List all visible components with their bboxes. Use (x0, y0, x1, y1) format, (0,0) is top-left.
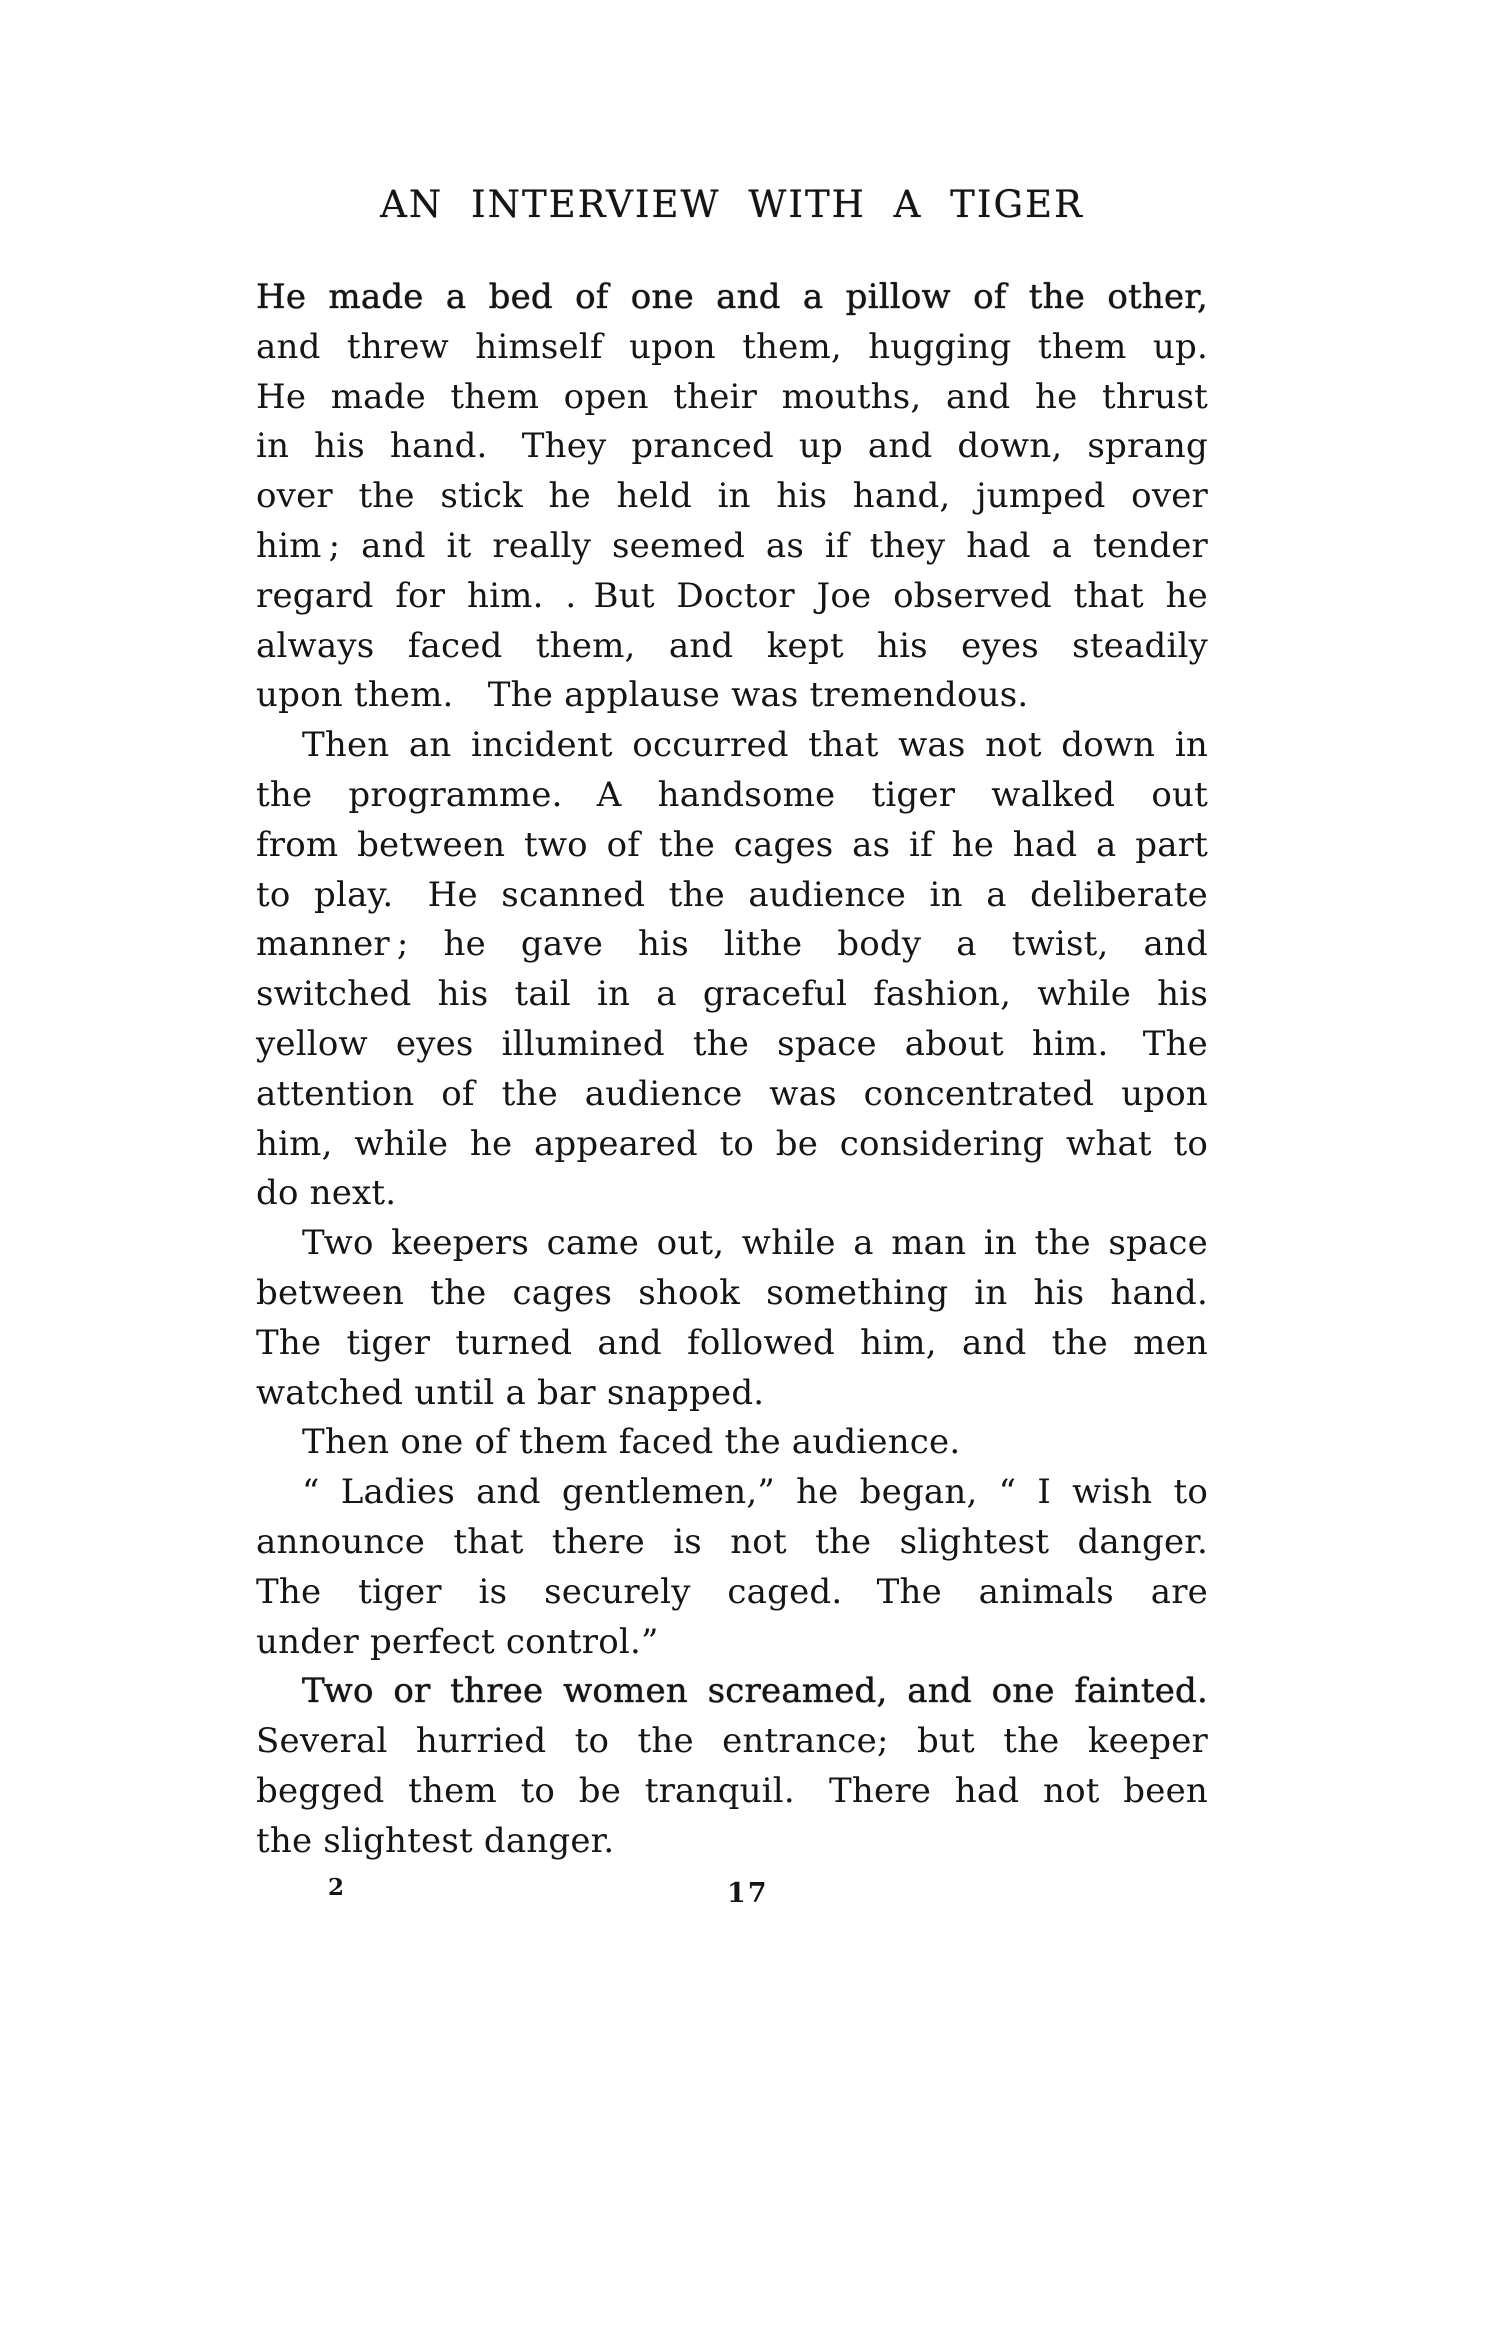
text-line: “ Ladies and gentlemen,” he began, “ I wish to (302, 1472, 1208, 1513)
text-line: He made a bed of one and a pillow of the other, (256, 277, 1208, 317)
text-line: the programme. A handsome tiger walked out (256, 774, 1208, 815)
text-line: to play. He scanned the audience in a deliberate (256, 874, 1208, 915)
text-line: and threw himself upon them, hugging them up. (256, 326, 1208, 367)
text-line: attention of the audience was concentrated upon (256, 1073, 1208, 1114)
chapter-title: AN INTERVIEW WITH A TIGER (380, 183, 1084, 226)
text-line: switched his tail in a graceful fashion, while his (256, 974, 1208, 1015)
text-line: from between two of the cages as if he had a part (256, 824, 1208, 865)
text-line: under perfect control.” (256, 1621, 659, 1662)
text-line: manner ; he gave his lithe body a twist, and (256, 924, 1208, 965)
text-line: Two keepers came out, while a man in the space (302, 1223, 1208, 1264)
text-line: He made them open their mouths, and he thrust (256, 376, 1208, 417)
text-line: Then an incident occurred that was not down in (302, 725, 1208, 766)
text-line: do next. (256, 1173, 397, 1214)
text-line: begged them to be tranquil. There had not been (256, 1770, 1208, 1811)
signature-mark: 2 (328, 1874, 345, 1901)
text-line: in his hand. They pranced up and down, sprang (256, 426, 1208, 467)
text-line: announce that there is not the slightest danger. (256, 1521, 1208, 1562)
page-number: 17 (727, 1878, 769, 1909)
text-line: the slightest danger. (256, 1820, 615, 1861)
text-line: yellow eyes illumined the space about him. The (256, 1023, 1208, 1064)
text-line: him ; and it really seemed as if they had a tender (256, 525, 1208, 566)
text-line: The tiger turned and followed him, and the men (256, 1322, 1208, 1363)
text-line: Two or three women screamed, and one fainted. (302, 1671, 1208, 1712)
text-line: upon them. The applause was tremendous. (256, 675, 1029, 716)
text-line: watched until a bar snapped. (256, 1372, 765, 1413)
text-line: between the cages shook something in his hand. (256, 1272, 1208, 1313)
text-line: always faced them, and kept his eyes steadily (256, 625, 1208, 666)
text-line: The tiger is securely caged. The animals are (256, 1571, 1208, 1612)
body-text (256, 273, 1208, 1867)
text-line: Several hurried to the entrance; but the keeper (256, 1721, 1208, 1762)
text-line: Then one of them faced the audience. (302, 1422, 961, 1463)
text-line: over the stick he held in his hand, jumped over (256, 476, 1208, 517)
text-line: him, while he appeared to be considering what to (256, 1123, 1208, 1164)
text-line: regard for him. . But Doctor Joe observed that he (256, 575, 1208, 616)
